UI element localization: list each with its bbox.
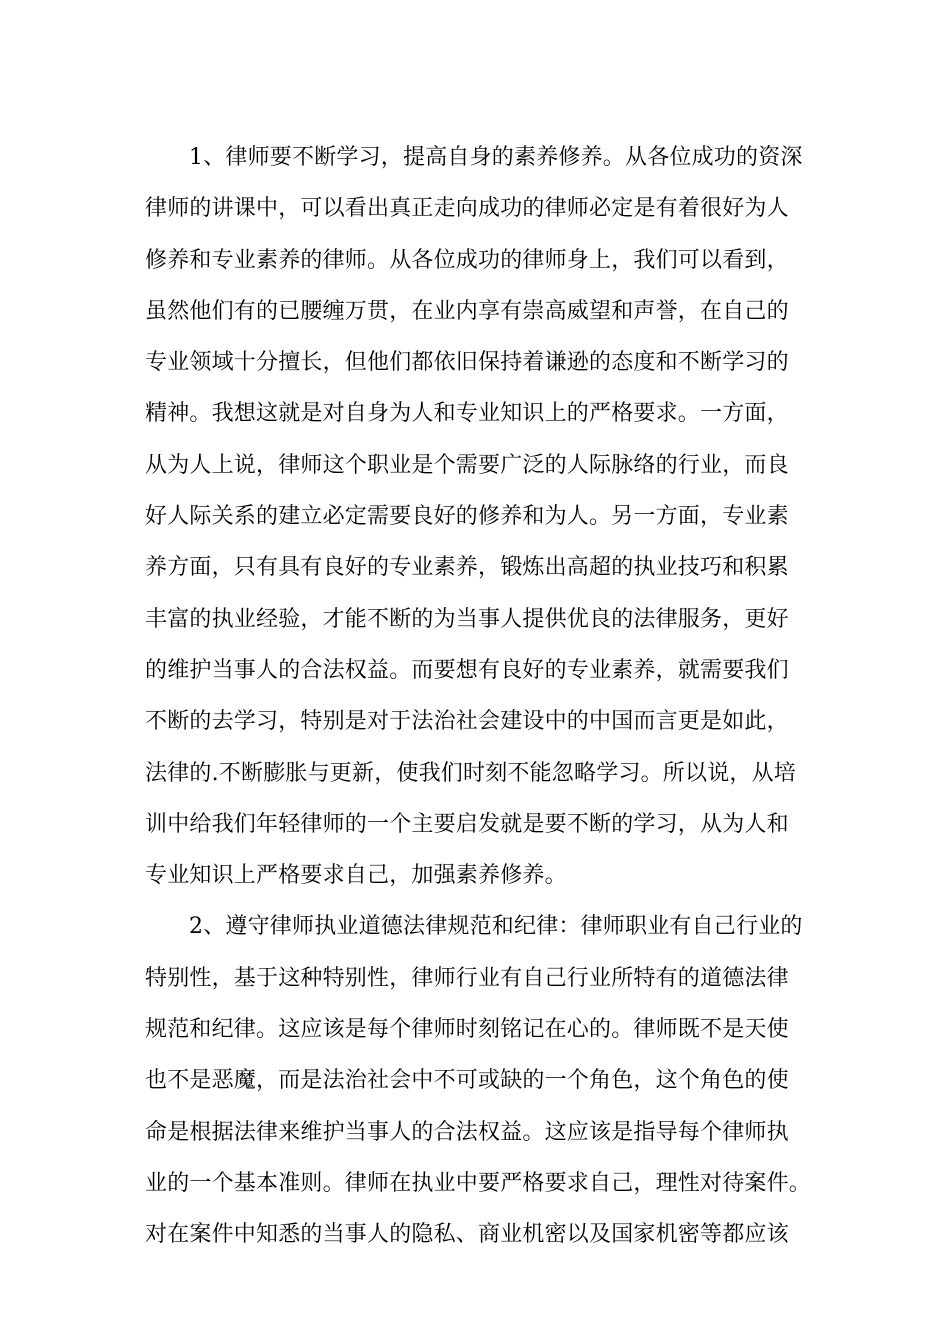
text-line: 精神。我想这就是对自身为人和专业知识上的严格要求。一方面，	[145, 401, 789, 427]
text-line: 从为人上说，律师这个职业是个需要广泛的人际脉络的行业，而良	[145, 452, 789, 478]
body-text	[145, 132, 835, 1261]
text-line: 2、遵守律师执业道德法律规范和纪律：律师职业有自己行业的	[189, 914, 803, 940]
text-line: 命是根据法律来维护当事人的合法权益。这应该是指导每个律师执	[145, 1119, 789, 1145]
text-line: 也不是恶魔，而是法治社会中不可或缺的一个角色，这个角色的使	[145, 1068, 789, 1094]
text-line: 律师的讲课中，可以看出真正走向成功的律师必定是有着很好为人	[145, 196, 789, 222]
text-line: 规范和纪律。这应该是每个律师时刻铭记在心的。律师既不是天使	[145, 1017, 789, 1043]
paragraph-2	[145, 901, 835, 1260]
text-line: 丰富的执业经验，才能不断的为当事人提供优良的法律服务，更好	[145, 606, 789, 632]
text-line: 1、律师要不断学习，提高自身的素养修养。从各位成功的资深	[189, 145, 803, 170]
text-line: 养方面，只有具有良好的专业素养，锻炼出高超的执业技巧和积累	[145, 555, 789, 581]
text-line: 专业知识上严格要求自己，加强素养修养。	[145, 863, 567, 889]
text-line: 的维护当事人的合法权益。而要想有良好的专业素养，就需要我们	[145, 657, 789, 683]
paragraph-1	[145, 132, 835, 901]
text-line: 训中给我们年轻律师的一个主要启发就是要不断的学习，从为人和	[145, 811, 789, 837]
text-line: 对在案件中知悉的当事人的隐私、商业机密以及国家机密等都应该	[145, 1222, 789, 1248]
text-line: 特别性，基于这种特别性，律师行业有自己行业所特有的道德法律	[145, 965, 789, 991]
text-line: 不断的去学习，特别是对于法治社会建设中的中国而言更是如此，	[145, 709, 789, 735]
text-line: 法律的.不断膨胀与更新，使我们时刻不能忽略学习。所以说，从培	[145, 760, 796, 786]
text-line: 专业领域十分擅长，但他们都依旧保持着谦逊的态度和不断学习的	[145, 350, 789, 376]
text-line: 业的一个基本准则。律师在执业中要严格要求自己，理性对待案件。	[145, 1170, 812, 1196]
text-line: 好人际关系的建立必定需要良好的修养和为人。另一方面，专业素	[145, 504, 789, 530]
text-line: 虽然他们有的已腰缠万贯，在业内享有崇高威望和声誉，在自己的	[145, 298, 789, 324]
text-line: 修养和专业素养的律师。从各位成功的律师身上，我们可以看到，	[145, 247, 789, 273]
